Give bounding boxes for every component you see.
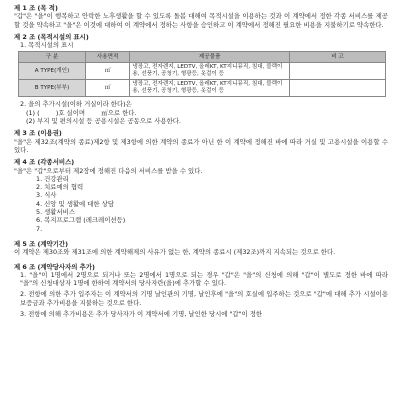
row-note <box>290 63 386 80</box>
list-item: 3. 식사 <box>36 191 57 200</box>
article-4-intro: "을"은 "갑"으로부터 제2장에 정해진 다음의 서비스를 받을 수 있다. <box>14 166 203 175</box>
article-1-body: "갑"은 "을"이 행복하고 안락한 노후생활을 할 수 있도록 돌봄 대해여 목적시설을 이용하는 것과 이 계약에서 정한 각종 서비스를 제공할 것을 약속하고 "을"은 이것에 대하여 이 계약에서 정하는 사항을 승인하고 이 계약에서 정해진 필요한 비용을 지불하기로 약속한다. <box>14 12 388 29</box>
table-header-note: 비 고 <box>290 52 386 63</box>
table-header-row <box>19 52 386 63</box>
list-item: 7. <box>36 224 43 233</box>
article-6-para-2: 2. 전항에 의한 추가 입주자는 이 계약서의 기명 날인관의 기명, 날인후에 "을"의 호실에 입주하는 것으로 "갑"에 대해 추가 시설이용 보증금과 추가비용을 지불하는 것으로 한다. <box>20 290 388 307</box>
table-row <box>19 80 386 97</box>
list-item: 5. 생활서비스 <box>36 208 75 217</box>
article-5-body: 이 계약은 제30조와 제31조에 의한 계약해제의 사유가 없는 한, 계약의 종료시 (제32조)까지 지속되는 것으로 한다. <box>14 248 336 257</box>
article-2-sub2-2: (2) 부지 및 편의시설 등 공용시설은 공동으로 사용한다. <box>26 117 181 126</box>
article-4-title: 제 4 조 (각종서비스) <box>14 158 75 167</box>
article-5-title: 제 5 조 (계약기간) <box>14 239 69 248</box>
article-6-title: 제 6 조 (계약당사자의 추가) <box>14 262 95 271</box>
facility-table <box>18 51 386 97</box>
row-provided: 냉장고, 전자렌지, LEDTV, 올레KT, KT지니뮤직, 침대, 블랙이용, 선풍기, 공청기, 형광등, 옷걸이 등 <box>130 63 290 80</box>
row-area: ㎡ <box>86 80 130 97</box>
row-area: ㎡ <box>86 63 130 80</box>
row-note <box>290 80 386 97</box>
article-2-sub1: 1. 목적시설의 표시 <box>20 41 74 50</box>
table-header-area: 사용면적 <box>86 52 130 63</box>
article-3-title: 제 3 조 (이용권) <box>14 129 62 138</box>
table-header-type: 구 분 <box>19 52 86 63</box>
list-item: 6. 복지프로그램 (레크레이션등) <box>36 216 126 225</box>
row-type: B TYPE(부부) <box>19 80 86 97</box>
article-1-title: 제 1 조 (목 적) <box>14 4 58 12</box>
list-item: 4. 신앙 및 생활에 대한 상담 <box>36 199 114 208</box>
row-provided: 냉장고, 전자렌지, LEDTV, 올레KT, KT지니뮤직, 침대, 블랙이용, 선풍기, 공청기, 형광등, 옷걸이 등 <box>130 80 290 97</box>
article-6-para-1: 1. "을"이 1명에서 2명으로 되거나 또는 2명에서 1명으로 되는 경우 "갑"은 "을"의 신청에 의해 "갑"이 별도로 정한 바에 따라 "을"의 신청대상자 1명에 한하여 계약서의 당사자란(을)에 추가할 수 있다. <box>20 270 388 288</box>
service-list <box>14 175 388 233</box>
article-2-sub2: 2. 을의 추가시설(이하 거실이라 한다)은 <box>20 100 132 109</box>
article-6-para-3: 3. 전항에 의해 추가비용은 추가 당사자가 이 계약서에 기명, 날인한 당시에 "갑"이 정한 <box>20 310 263 319</box>
article-2-sub2-1: (1) ( )호 실이며 ㎡으로 한다. <box>26 108 137 117</box>
row-type: A TYPE(개인) <box>19 63 86 80</box>
list-item: 2. 치료예의 협력 <box>36 183 84 192</box>
article-3-body: "을"은 제32조(계약의 종료)제2항 및 제3항에 의한 계약의 종료가 아닌 한 이 계약에 정해진 바에 따라 거실 및 고용시설을 이용할 수 있다. <box>14 137 388 154</box>
list-item: 1. 건강관리 <box>36 174 69 183</box>
table-row <box>19 63 386 80</box>
article-2-title: 제 2 조 (목적시설의 표시) <box>14 32 89 41</box>
table-header-provided: 제공물품 <box>130 52 290 63</box>
